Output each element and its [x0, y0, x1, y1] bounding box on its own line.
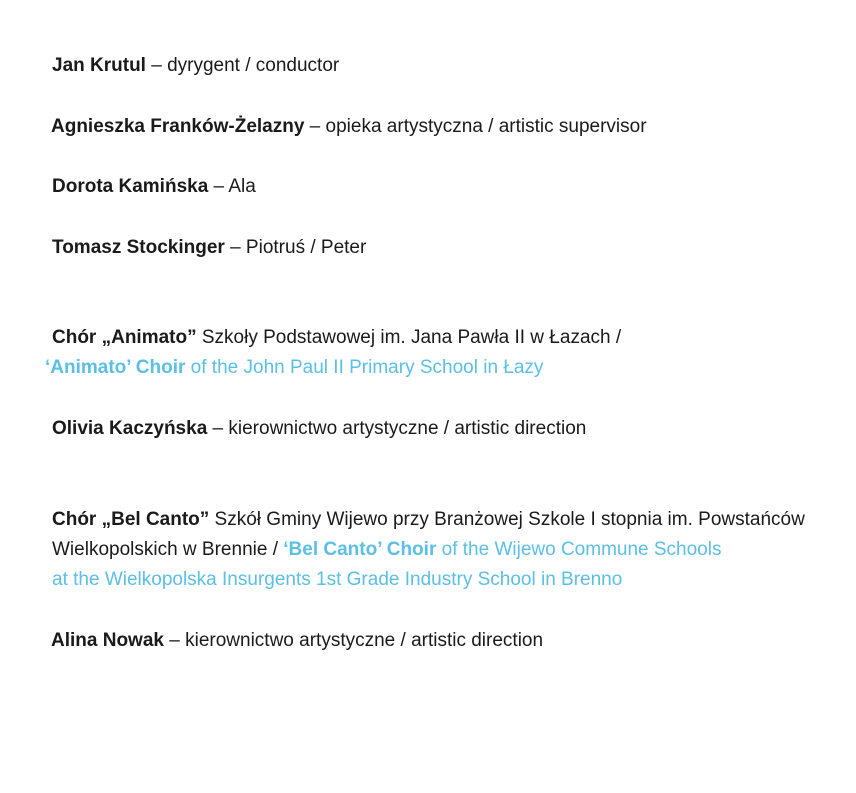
- credit-line-ala: [52, 175, 256, 199]
- choir2-line-2: [52, 538, 721, 562]
- choir1-name-pl: Chór „Animato”: [52, 327, 197, 348]
- choir2-line-3: [52, 568, 622, 592]
- credit-name: Tomasz Stockinger: [52, 237, 225, 258]
- choir1-desc-pl: Szkoły Podstawowej im. Jana Pawła II w Łazach /: [196, 327, 622, 348]
- credit-role: – Ala: [208, 176, 256, 197]
- choir2-desc-en-1: of the Wijewo Commune Schools: [436, 539, 722, 560]
- credit-line-supervisor: [51, 115, 647, 139]
- choir1-director-role: – kierownictwo artystyczne / artistic direction: [207, 418, 587, 439]
- choir2-director-role: – kierownictwo artystyczne / artistic direction: [163, 630, 544, 651]
- credit-name: Agnieszka Franków-Żelazny: [51, 116, 305, 137]
- choir2-line-1: [52, 508, 805, 532]
- choir2-desc-pl-2: Wielkopolskich w Brennie /: [52, 539, 284, 560]
- credit-role: – Piotruś / Peter: [224, 237, 367, 258]
- choir1-director-line: [52, 417, 586, 441]
- choir2-director-line: [51, 629, 543, 653]
- choir2-name-en: ‘Bel Canto’ Choir: [283, 539, 437, 560]
- credit-name: Dorota Kamińska: [52, 176, 209, 197]
- choir1-name-en: ‘Animato’ Choir: [45, 357, 186, 378]
- credit-role: – opieka artystyczna / artistic supervisor: [304, 116, 647, 137]
- choir2-director-name: Alina Nowak: [51, 630, 164, 651]
- choir2-desc-en-2: at the Wielkopolska Insurgents 1st Grade Industry School in Brenno: [52, 569, 623, 590]
- choir1-line-en: [45, 356, 543, 380]
- choir1-desc-en: of the John Paul II Primary School in Łazy: [185, 357, 544, 378]
- credit-line-peter: [52, 236, 366, 260]
- credit-line-conductor: [52, 54, 339, 78]
- choir1-director-name: Olivia Kaczyńska: [52, 418, 208, 439]
- credit-name: Jan Krutul: [52, 55, 146, 76]
- credit-role: – dyrygent / conductor: [145, 55, 340, 76]
- choir2-name-pl: Chór „Bel Canto”: [52, 509, 210, 530]
- choir2-desc-pl-1: Szkół Gminy Wijewo przy Branżowej Szkole I stopnia im. Powstańców: [209, 509, 805, 530]
- choir1-line-pl: [52, 326, 621, 350]
